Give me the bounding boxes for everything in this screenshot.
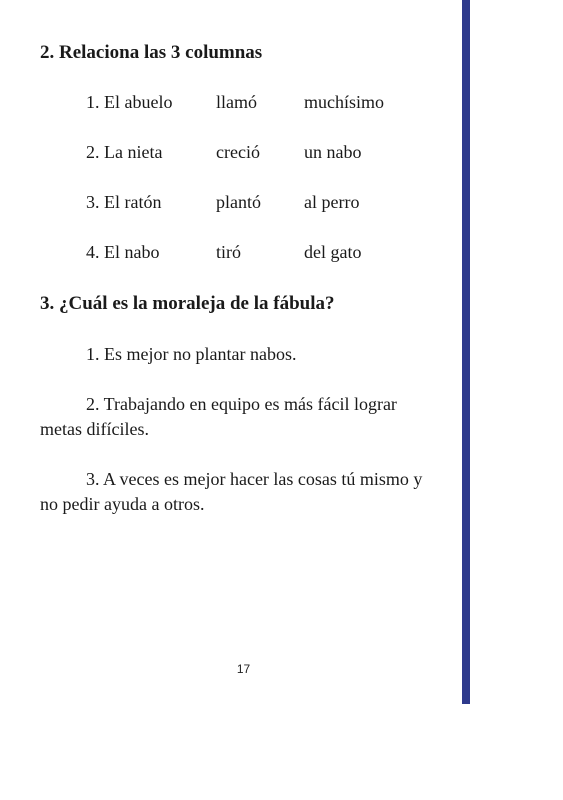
side-accent-bar [462,0,470,704]
match-subject: 3. El ratón [86,192,162,212]
section-3-heading: 3. ¿Cuál es la moraleja de la fábula? [40,293,335,314]
answer-option: 2. Trabajando en equipo es más fácil lograr metas difíciles. [40,394,397,439]
match-row [0,192,460,216]
match-subject: 1. El abuelo [86,92,173,112]
match-verb: plantó [216,192,261,212]
match-verb: tiró [216,242,241,262]
section-2-heading: 2. Relaciona las 3 columnas [40,42,263,63]
match-object: al perro [304,192,360,212]
match-row [0,242,460,266]
match-verb: creció [216,142,260,162]
match-object: un nabo [304,142,362,162]
match-verb: llamó [216,92,257,112]
match-subject: 4. El nabo [86,242,160,262]
answer-option: 1. Es mejor no plantar nabos. [86,344,297,364]
match-row [0,142,460,166]
match-row [0,92,460,116]
page-number: 17 [236,662,251,676]
match-subject: 2. La nieta [86,142,163,162]
match-object: muchísimo [304,92,384,112]
answer-option: 3. A veces es mejor hacer las cosas tú mismo y no pedir ayuda a otros. [40,469,423,514]
match-object: del gato [304,242,362,262]
